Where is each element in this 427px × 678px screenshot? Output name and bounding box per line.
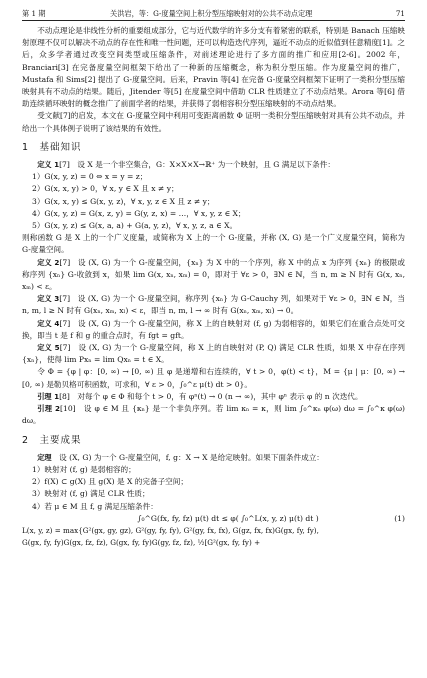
definition-1-text: [7] 设 X 是一个非空集合，G：X×X×X→ℝ⁺ 为一个映射，且 G 满足以下条件：: [59, 160, 335, 170]
equation-number: (1): [394, 513, 405, 523]
function-class-definition: 令 Φ = {φ | φ：[0, ∞) → [0, ∞) 且 φ 是递增和右连续的，∀ t > 0，φ(t) < t}，M = {μ | μ：[0, ∞) → [0, ∞) 是勒贝格可积函数，可求和，∀ ε > 0，∫₀^ε μ(t) dt > 0}。: [22, 367, 405, 389]
issue-number: 第 1 期: [22, 9, 46, 18]
definition-1-condition: 2）G(x, x, y) > 0，∀ x, y ∈ X 且 x ≠ y；: [32, 184, 179, 194]
definition-5-label: 定义 5: [37, 343, 60, 353]
running-title: 关洪岩，等：G-度量空间上积分型压缩映射对的公共不动点定理: [110, 9, 313, 18]
running-header: [22, 6, 405, 21]
lemma-1: [22, 391, 405, 403]
definition-1: [22, 159, 405, 171]
definition-1-condition: 5）G(x, y, z) ≤ G(x, a, a) + G(a, y, z)，∀ x, y, z, a ∈ X。: [32, 221, 238, 231]
definition-2-text: [7] 设 (X, G) 为一个 G-度量空间，{xₙ} 为 X 中的一个序列，称 X 中的点 x 为序列 {xₙ} 的极限或称序列 {xₙ} G-收敛到 x，如果 lim G(x, xₙ, xₘ) = 0，即对于 ∀ε > 0，∃N ∈ ℕ，当 n, m ≥ N 时有 G(x, xₙ, xₘ) < ε。: [22, 257, 405, 292]
lemma-2-label: 引理 2: [37, 404, 61, 414]
definition-3-text: [7] 设 (X, G) 为一个 G-度量空间，称序列 {xₙ} 为 G-Cauchy 列，如果对于 ∀ε > 0，∃N ∈ ℕ，当 n, m, l ≥ N 时有 G(xₙ, xₘ, xₗ) < ε，即当 n, m, l → ∞ 时有 G(xₙ, xₘ, xₗ) → 0。: [22, 294, 405, 316]
lemma-2: [22, 403, 405, 427]
theorem-condition: 4）若 μ ∈ M 且 f, g 满足压缩条件：: [32, 501, 158, 511]
definition-1-condition: 3）G(x, x, y) ≤ G(x, y, z)，∀ x, y, z ∈ X 且 z ≠ y；: [32, 196, 215, 206]
section-2-heading: 2 主要成果: [22, 434, 82, 446]
main-theorem: [22, 452, 405, 464]
definition-4: [22, 318, 405, 342]
theorem-text: 设 (X, G) 为一个 G-度量空间，f, g：X → X 是给定映射。如果下面条件成立：: [59, 452, 324, 462]
article-body: [22, 25, 405, 549]
definition-3-label: 定义 3: [37, 294, 60, 304]
section-1-heading: 1 基础知识: [22, 141, 82, 153]
definition-2-label: 定义 2: [37, 257, 60, 267]
page-number: 71: [395, 9, 405, 18]
intro-paragraph-1: 不动点理论是非线性分析的重要组成部分，它与近代数学的许多分支有着紧密的联系，特别是 Banach 压缩映射原理不仅可以解决不动点的存在性和唯一性问题，还可以构造迭代序列，逼近不动点的近似值到任意精度[1]。之后，众多学者通过改变空间类型或压缩条件，对前述理论进行了多方面的推广和应用[2-6]。2002 年，Branciari[3] 在完备度量空间框架下给出了一种新的压缩概念，称为积分型压缩。作为度量空间的推广，Mustafa 和 Sims[2] 提出了 G-度量空间。后来，Pravin 等[4] 在完备 G-度量空间框架下证明了一类积分型压缩映射具有不动点的结果。随后，Jitender 等[5] 在度量空间中借助 CLR 性质建立了不动点结果。Arora 等[6] 借助连续循环映射的概念推广了前面学者的结果，并获得了弱相容积分型压缩映射的不动点结果。: [22, 26, 405, 109]
inequality-formula: ∫₀^G(fx, fy, fz) μ(t) dt ≤ φ( ∫₀^L(x, y, z) μ(t) dt ): [137, 513, 319, 523]
lemma-1-text: [8] 对每个 φ ∈ Φ 和每个 t > 0，有 φⁿ(t) → 0 (n → ∞)，其中 φⁿ 表示 φ 的 n 次迭代。: [59, 391, 363, 401]
L-function-line-2: G(gx, fy, fy)G(gx, fz, fz), G(gx, fy, fy)G(gy, fz, fz), ½[G²(gx, fy, fy) +: [22, 538, 261, 548]
intro-paragraph-2: 受文献[7]的启发，本文在 G-度量空间中利用可变距离函数 Φ 证明一类积分型压缩映射对具有公共不动点，并给出一个具体例子说明了该结果的有效性。: [22, 111, 405, 133]
definition-3: [22, 293, 405, 317]
definition-4-text: [7] 设 (X, G) 为一个 G-度量空间，称 X 上的自映射对 (f, g) 为弱相容的，如果它们在重合点处可交换，即当 t 是 f 和 g 的重合点时，有 fgt = gft。: [22, 318, 405, 340]
definition-5: [22, 342, 405, 366]
definition-4-label: 定义 4: [37, 318, 60, 328]
lemma-2-text: [10] 设 φ ∈ M 且 {κₙ} 是一个非负序列。若 lim κₙ = κ，则 lim ∫₀^κₙ φ(ω) dω = ∫₀^κ φ(ω) dω。: [22, 404, 405, 426]
L-function-line-1: L(x, y, z) = max{G²(gx, gy, gz), G²(gy, fy, fy), G²(gy, fx, fx), G(gz, fx, fx)G(gx, fy, fy),: [22, 525, 319, 535]
definition-1-conclusion: 则称函数 G 是 X 上的一个广义度量，或简称为 X 上的一个 G-度量，并称 (X, G) 是一个广义度量空间，简称为 G-度量空间。: [22, 233, 405, 255]
theorem-condition: 1）映射对 (f, g) 是弱相容的；: [32, 464, 136, 474]
lemma-1-label: 引理 1: [37, 391, 60, 401]
definition-2: [22, 257, 405, 294]
theorem-condition: 2）f(X) ⊂ g(X) 且 g(X) 是 X 的完备子空间；: [32, 477, 188, 487]
definition-5-text: [7] 设 (X, G) 为一个 G-度量空间，称 X 上的自映射对 (P, Q) 满足 CLR 性质，如果 X 中存在序列 {xₙ}，使得 lim Pxₙ = lim Qxₙ = t ∈ X。: [22, 343, 405, 365]
definition-1-label: 定义 1: [37, 160, 60, 170]
theorem-condition: 3）映射对 (f, g) 满足 CLR 性质；: [32, 489, 150, 499]
contraction-inequality: [22, 513, 405, 525]
definition-1-condition: 4）G(x, y, z) = G(x, z, y) = G(y, z, x) = …，∀ x, y, z ∈ X；: [32, 208, 246, 218]
definition-1-condition: 1）G(x, y, z) = 0 ⇔ x = y = z；: [32, 172, 148, 182]
theorem-label: 定理: [37, 452, 52, 462]
